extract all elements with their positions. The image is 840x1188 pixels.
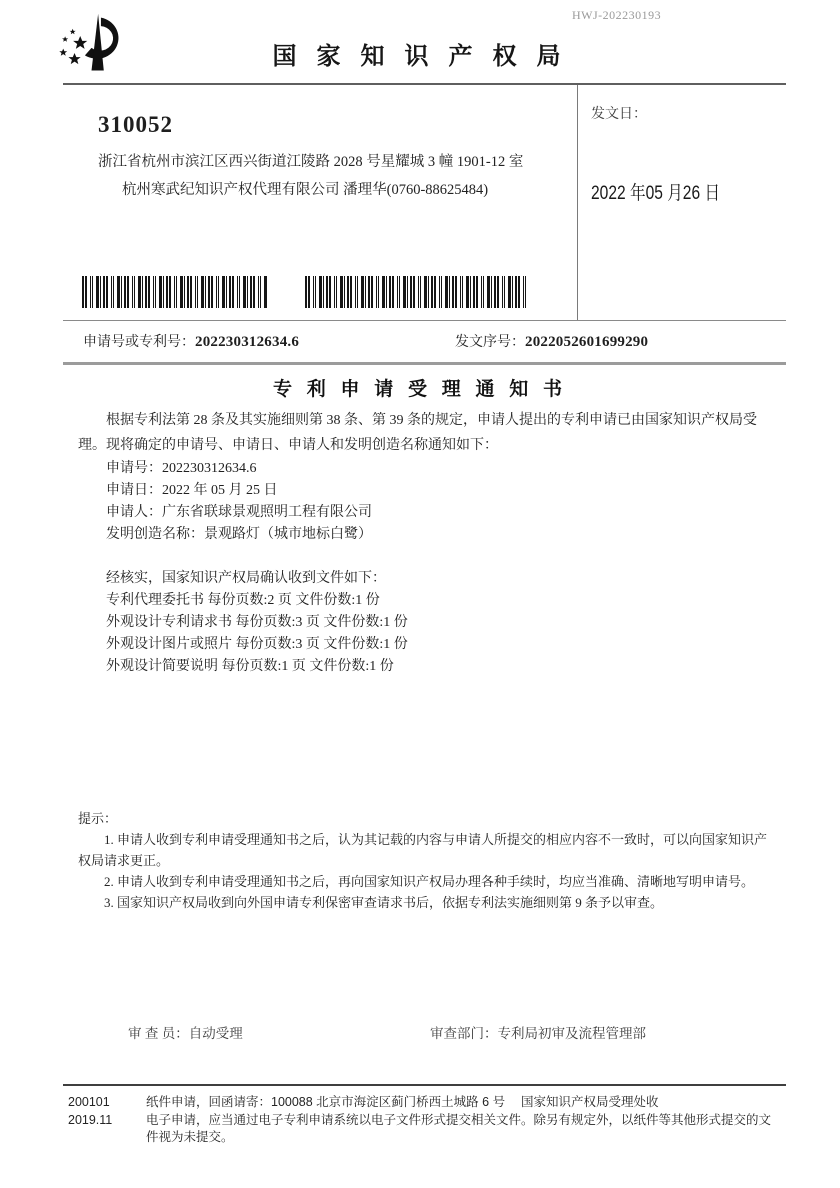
- document-item: 外观设计图片或照片 每份页数:3 页 文件份数:1 份: [106, 637, 408, 652]
- footer: [68, 1094, 778, 1147]
- agency-title: 国 家 知 识 产 权 局: [272, 44, 568, 70]
- footer-instructions: [146, 1094, 778, 1147]
- received-documents-intro: 经核实，国家知识产权局确认收到文件如下：: [106, 571, 386, 586]
- tip-item-2: 2. 申请人收到专利申请受理通知书之后，再向国家知识产权局办理各种手续时，均应当准确、清晰地写明申请号。: [104, 874, 755, 889]
- document-item: 专利代理委托书 每份页数:2 页 文件份数:1 份: [106, 593, 380, 608]
- notice-title: 专 利 申 请 受 理 通 知 书: [272, 379, 567, 400]
- dispatch-box-divider: [577, 85, 578, 320]
- field-invention-name: 发明创造名称：景观路灯（城市地标白鹭）: [106, 527, 372, 542]
- dispatch-date-label: 发文日：: [591, 107, 647, 122]
- footer-form-code: 200101: [68, 1095, 110, 1109]
- application-number-label: 申请号或专利号：: [83, 335, 195, 350]
- addressee-agent: 杭州寒武纪知识产权代理有限公司 潘理华(0760-88625484): [122, 182, 489, 198]
- serial-number-barcode: [305, 276, 528, 308]
- tips-label: 提示：: [78, 811, 118, 826]
- footer-form-codes: [68, 1094, 146, 1147]
- tip-item-1: 1. 申请人收到专利申请受理通知书之后，认为其记载的内容与申请人所提交的相应内容不一致时，可以向国家知识产权局请求更正。: [78, 832, 768, 868]
- serial-number-label: 发文序号：: [455, 335, 525, 350]
- postal-code: 310052: [98, 112, 173, 137]
- field-application-date: 申请日：2022 年 05 月 25 日: [106, 483, 278, 498]
- department-group: [430, 1022, 646, 1042]
- department-value: 专利局初审及流程管理部: [497, 1026, 646, 1041]
- dispatch-date-value: 2022 年05 月26 日: [591, 183, 721, 204]
- document-item: 外观设计专利请求书 每份页数:3 页 文件份数:1 份: [106, 615, 408, 630]
- footer-form-code: 2019.11: [68, 1112, 113, 1127]
- footer-electronic-instruction: 电子申请，应当通过电子专利申请系统以电子文件形式提交相关文件。除另有规定外，以纸件等其他形式提交的文件视为未提交。: [146, 1112, 772, 1144]
- title-divider: [63, 362, 786, 365]
- application-number-value: 202230312634.6: [195, 334, 300, 350]
- field-application-number: 申请号：202230312634.6: [106, 461, 257, 476]
- field-applicant: 申请人：广东省联球景观照明工程有限公司: [106, 505, 372, 520]
- serial-number-group: [455, 331, 648, 351]
- header-divider: [63, 83, 786, 85]
- barcode-divider: [63, 320, 786, 321]
- reference-row: [83, 331, 786, 351]
- received-documents-list: [106, 590, 772, 678]
- footer-divider: [63, 1084, 786, 1086]
- notice-body: [78, 408, 772, 678]
- document-reference-number: HWJ-202230193: [572, 8, 662, 22]
- application-number-barcode: [82, 276, 268, 308]
- addressee-address: 浙江省杭州市滨江区西兴街道江陵路 2028 号星耀城 3 幢 1901-12 室: [98, 154, 524, 170]
- notice-fields: [106, 458, 772, 546]
- examiner-group: [128, 1022, 243, 1042]
- notice-intro: 根据专利法第 28 条及其实施细则第 38 条、第 39 条的规定，申请人提出的专利申请已由国家知识产权局受理。现将确定的申请号、申请日、申请人和发明创造名称通知如下：: [78, 413, 757, 453]
- footer-paper-instruction: 纸件申请，回函请寄：100088 北京市海淀区蓟门桥西土城路 6 号 国家知识产权局受理处收: [146, 1095, 659, 1109]
- document-item: 外观设计简要说明 每份页数:1 页 文件份数:1 份: [106, 659, 394, 674]
- department-label: 审查部门：: [430, 1026, 498, 1041]
- examiner-value: 自动受理: [188, 1026, 243, 1041]
- tip-item-3: 3. 国家知识产权局收到向外国申请专利保密审查请求书后，依据专利法实施细则第 9 条予以审查。: [104, 895, 664, 910]
- examiner-label: 审 查 员：: [128, 1026, 189, 1041]
- serial-number-value: 2022052601699290: [525, 334, 649, 350]
- tips-section: [78, 808, 772, 913]
